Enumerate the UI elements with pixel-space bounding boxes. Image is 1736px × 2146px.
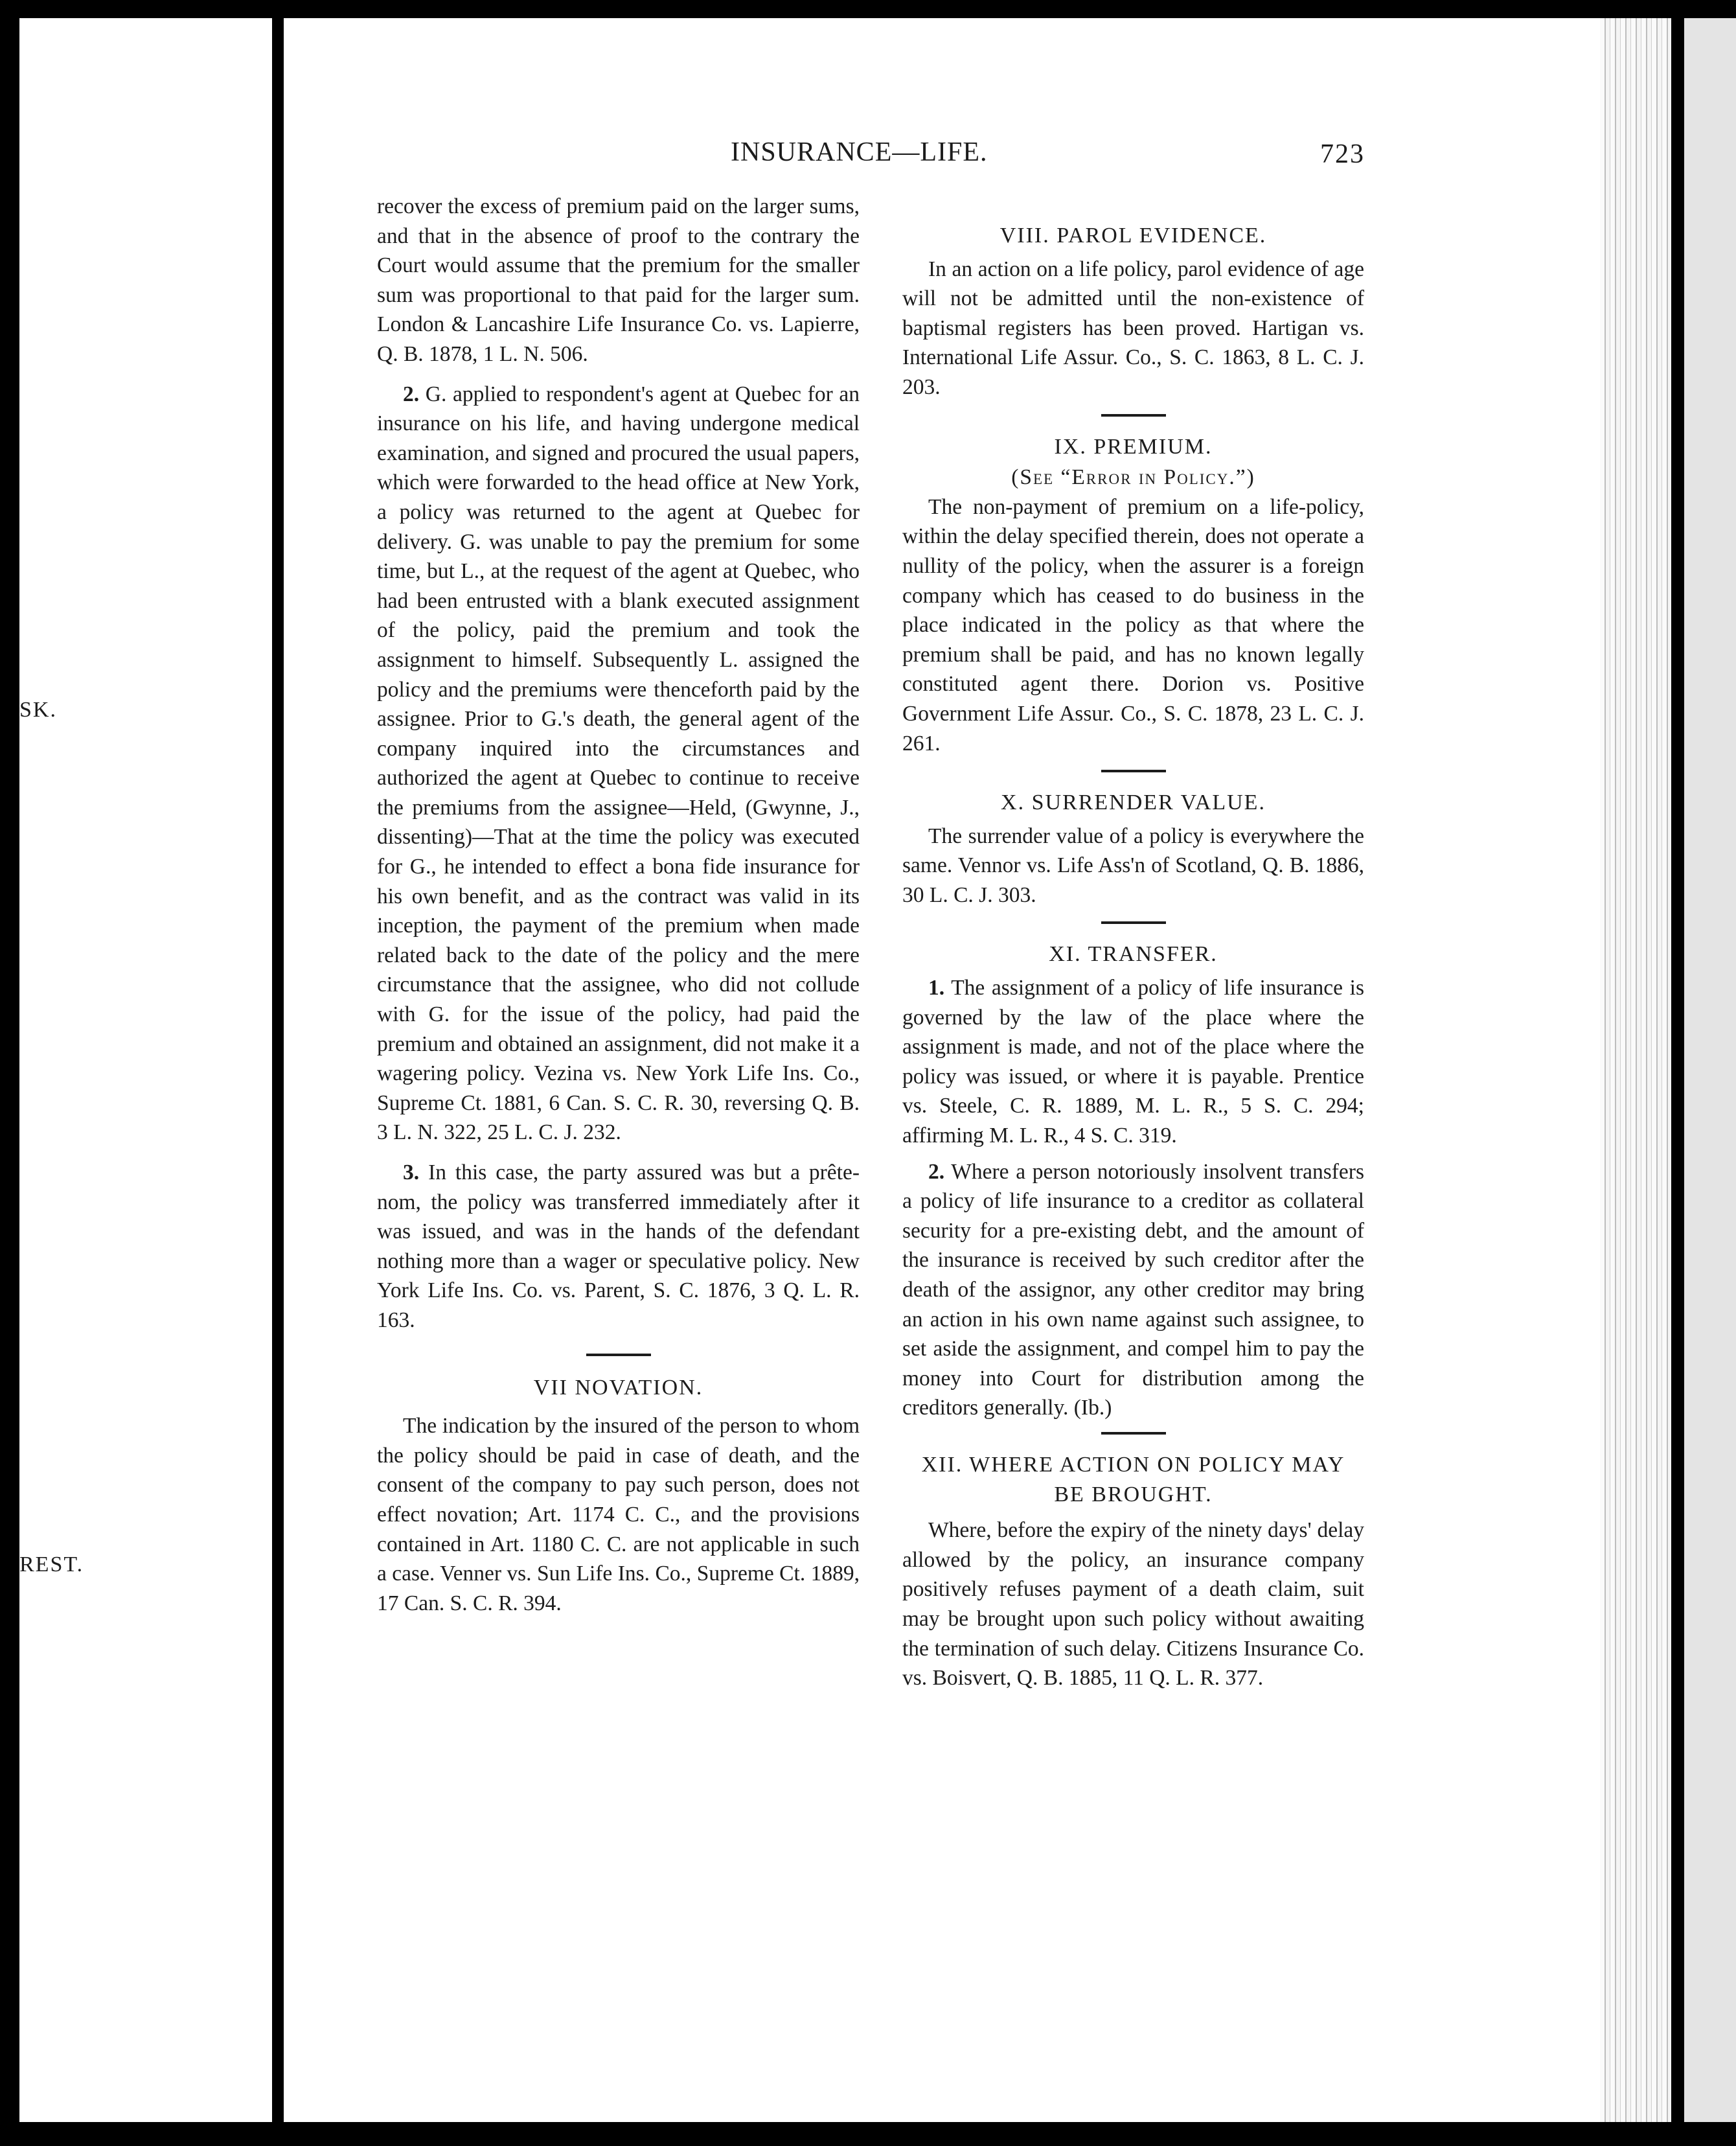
section-heading-transfer: XI. TRANSFER. xyxy=(1049,942,1218,967)
section-divider xyxy=(1101,1432,1166,1435)
section-heading-surrender-value: X. SURRENDER VALUE. xyxy=(1001,790,1266,815)
section-text-novation: The indication by the insured of the person to whom the policy should be paid in case of death, and the consent of the company to pay such person, does not effect novation; Art. 1174 C. C., and the provisions contained in Art. 1180 C. C. are not applicable in such a case. Venner vs. Sun Life Ins. Co., Supreme Ct. 1889, 17 Can. S. C. R. 394. xyxy=(377,1414,860,1615)
paragraph-number: 1. xyxy=(928,976,945,1000)
section-text-parol-evidence: In an action on a life policy, parol evidence of age will not be admitted until the non-existence of baptismal registers has been proved. Hartigan vs. International Life Assur. Co., S. C. 1863, 8 L. C. J. 203. xyxy=(902,257,1364,399)
book-page-edges xyxy=(1600,18,1671,2122)
section-divider xyxy=(1101,921,1166,924)
section-heading-parol-evidence: VIII. PAROL EVIDENCE. xyxy=(999,224,1267,248)
paragraph-number: 2. xyxy=(928,1159,945,1184)
book-page xyxy=(284,18,1600,2122)
left-facing-page-fragment xyxy=(19,18,272,2122)
scan-border-top xyxy=(0,0,1736,18)
paragraph-number: 2. xyxy=(403,382,420,406)
paragraph-text: The assignment of a policy of life insurance is governed by the law of the place where the assignment is made, and not of the place where the policy was issued, or where it is payable. Prentice vs. Steele, C. R. 1889, M. L. R., 5 S. C. 294; affirming M. L. R., 4 S. C. 319. xyxy=(902,976,1364,1148)
paragraph-number: 3. xyxy=(403,1160,420,1184)
left-page-line: SK. xyxy=(19,697,57,722)
section-heading-line-1: XII. WHERE ACTION ON POLICY MAY xyxy=(921,1452,1345,1477)
left-column xyxy=(377,192,860,1618)
book-gutter xyxy=(272,0,284,2146)
page-number: 723 xyxy=(1320,139,1365,169)
left-page-line: REST. xyxy=(19,1552,84,1576)
section-divider xyxy=(1101,770,1166,772)
paragraph-text: Where a person notoriously insolvent transfers a policy of life insurance to a creditor as collateral security for a pre-existing debt, and the amount of the insurance is received by such creditor after the death of the assignor, any other creditor may bring an action in his own name against such assignee, to set aside the assignment, and compel him to pay the money into Court for distribution among the creditors generally. (Ib.) xyxy=(902,1159,1364,1420)
section-heading-line-2: BE BROUGHT. xyxy=(1054,1482,1213,1506)
section-heading-premium: IX. PREMIUM. xyxy=(1054,434,1213,459)
see-reference: (See “Error in Policy.”) xyxy=(1011,465,1255,490)
transfer-paragraph-2 xyxy=(902,1157,1364,1423)
section-text-surrender-value: The surrender value of a policy is everywhere the same. Vennor vs. Life Ass'n of Scotland, Q. B. 1886, 30 L. C. J. 303. xyxy=(902,824,1364,907)
scan-border-bottom xyxy=(0,2122,1736,2146)
section-text-premium: The non-payment of premium on a life-policy, within the delay specified therein, does not operate a nullity of the policy, when the assurer is a foreign company which has ceased to do business in the place indicated in the policy as that where the premium shall be paid, and has no known legally constituted agent there. Dorion vs. Positive Government Life Assur. Co., S. C. 1878, 23 L. C. J. 261. xyxy=(902,494,1364,756)
paragraph-3 xyxy=(377,1158,860,1335)
scan-border-right xyxy=(1671,0,1684,2146)
section-divider xyxy=(1101,414,1166,417)
section-divider xyxy=(586,1354,651,1356)
paragraph-text: In this case, the party assured was but a prête-nom, the policy was transferred immediately after it was issued, and was in the hands of the defendant nothing more than a wager or speculative policy. New York Life Ins. Co. vs. Parent, S. C. 1876, 3 Q. L. R. 163. xyxy=(377,1160,860,1332)
paragraph-2 xyxy=(377,380,860,1148)
section-text-where-action-brought: Where, before the expiry of the ninety days' delay allowed by the policy, an insurance company positively refuses payment of a death claim, suit may be brought upon such policy without awaiting the termination of such delay. Citizens Insurance Co. vs. Boisvert, Q. B. 1885, 11 Q. L. R. 377. xyxy=(902,1518,1364,1690)
running-head: INSURANCE—LIFE. xyxy=(731,137,988,167)
transfer-paragraph-1 xyxy=(902,973,1364,1151)
scan-background-right xyxy=(1684,18,1736,2122)
paragraph-text: G. applied to respondent's agent at Quebec for an insurance on his life, and having undergone medical examination, and signed and procured the usual papers, which were forwarded to the head office at New York, a policy was returned to the agent at Quebec for delivery. G. was unable to pay the premium for some time, but L., at the request of the agent at Quebec, who had been entrusted with a blank executed assignment of the policy, paid the premium and took the assignment to himself. Subsequently L. assigned the policy and the premiums were thenceforth paid by the assignee. Prior to G.'s death, the general agent of the company inquired into the circumstances and authorized the agent at Quebec to continue to receive the premiums from the assignee—Held, (Gwynne, J., dissenting)—That at the time the policy was executed for G., he intended to effect a bona fide insurance for his own benefit, and as the contract was valid in its inception, the payment of the premium when made related back to the date of the policy and the mere circumstance that the assignee, who did not collude with G. for the issue of the policy, had paid the premium and obtained an assignment, did not make it a wagering policy. Vezina vs. New York Life Ins. Co., Supreme Ct. 1881, 6 Can. S. C. R. 30, reversing Q. B. 3 L. N. 322, 25 L. C. J. 232. xyxy=(377,382,860,1145)
right-column xyxy=(902,221,1364,1693)
scan-border-left xyxy=(0,0,19,2146)
paragraph-1: recover the excess of premium paid on the larger sums, and that in the absence of proof to the contrary the Court would assume that the premium for the smaller sum was proportional to that paid for the larger sum. London & Lancashire Life Insurance Co. vs. Lapierre, Q. B. 1878, 1 L. N. 506. xyxy=(377,194,860,366)
section-heading-where-action-brought xyxy=(902,1450,1364,1509)
section-heading-novation: VII NOVATION. xyxy=(533,1375,703,1400)
